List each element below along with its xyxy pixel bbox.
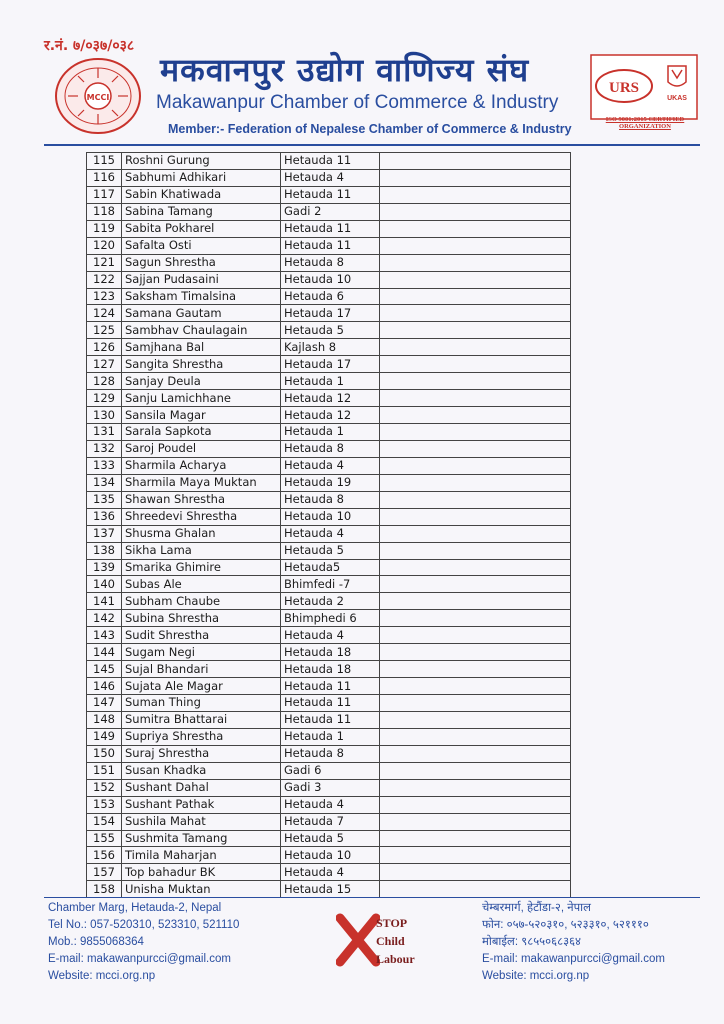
chamber-title-nepali: मकवानपुर उद्योग वाणिज्य संघ bbox=[160, 51, 530, 89]
member-address: Hetauda 8 bbox=[281, 440, 380, 457]
member-address: Hetauda 18 bbox=[281, 644, 380, 661]
row-number: 147 bbox=[87, 695, 122, 712]
member-name: Sajjan Pudasaini bbox=[122, 271, 281, 288]
blank-cell bbox=[380, 322, 571, 339]
row-number: 145 bbox=[87, 661, 122, 678]
member-address: Hetauda 11 bbox=[281, 186, 380, 203]
table-row bbox=[87, 220, 571, 237]
chamber-seal-logo bbox=[52, 56, 144, 136]
table-row bbox=[87, 525, 571, 542]
table-row bbox=[87, 457, 571, 474]
member-name: Sujal Bhandari bbox=[122, 661, 281, 678]
table-row bbox=[87, 508, 571, 525]
row-number: 157 bbox=[87, 864, 122, 881]
blank-cell bbox=[380, 474, 571, 491]
member-address: Hetauda 17 bbox=[281, 356, 380, 373]
member-name: Sangita Shrestha bbox=[122, 356, 281, 373]
table-row bbox=[87, 796, 571, 813]
table-row bbox=[87, 390, 571, 407]
blank-cell bbox=[380, 559, 571, 576]
member-address: Hetauda 11 bbox=[281, 695, 380, 712]
row-number: 151 bbox=[87, 762, 122, 779]
member-name: Timila Maharjan bbox=[122, 847, 281, 864]
blank-cell bbox=[380, 796, 571, 813]
table-row bbox=[87, 169, 571, 186]
blank-cell bbox=[380, 830, 571, 847]
row-number: 133 bbox=[87, 457, 122, 474]
row-number: 120 bbox=[87, 237, 122, 254]
table-row bbox=[87, 373, 571, 390]
member-name: Sabhumi Adhikari bbox=[122, 169, 281, 186]
table-row bbox=[87, 237, 571, 254]
blank-cell bbox=[380, 373, 571, 390]
table-row bbox=[87, 779, 571, 796]
blank-cell bbox=[380, 745, 571, 762]
row-number: 135 bbox=[87, 491, 122, 508]
member-address: Hetauda 10 bbox=[281, 508, 380, 525]
member-name: Sushila Mahat bbox=[122, 813, 281, 830]
blank-cell bbox=[380, 542, 571, 559]
member-name: Sugam Negi bbox=[122, 644, 281, 661]
blank-cell bbox=[380, 424, 571, 441]
row-number: 143 bbox=[87, 627, 122, 644]
table-row bbox=[87, 203, 571, 220]
row-number: 117 bbox=[87, 186, 122, 203]
table-row bbox=[87, 864, 571, 881]
row-number: 134 bbox=[87, 474, 122, 491]
urs-ukas-certification-logo bbox=[590, 54, 698, 120]
table-row bbox=[87, 305, 571, 322]
svg-text:URS: URS bbox=[608, 80, 640, 96]
row-number: 130 bbox=[87, 407, 122, 424]
stop-line-2: Child bbox=[376, 934, 405, 948]
table-row bbox=[87, 881, 571, 898]
member-name: Shreedevi Shrestha bbox=[122, 508, 281, 525]
member-name: Sagun Shrestha bbox=[122, 254, 281, 271]
member-address: Hetauda 12 bbox=[281, 407, 380, 424]
blank-cell bbox=[380, 237, 571, 254]
svg-text:MCCI: MCCI bbox=[86, 93, 110, 102]
member-name: Sanju Lamichhane bbox=[122, 390, 281, 407]
table-row bbox=[87, 559, 571, 576]
member-address: Hetauda 10 bbox=[281, 271, 380, 288]
table-row bbox=[87, 576, 571, 593]
blank-cell bbox=[380, 813, 571, 830]
blank-cell bbox=[380, 407, 571, 424]
blank-cell bbox=[380, 864, 571, 881]
member-name: Sansila Magar bbox=[122, 407, 281, 424]
table-row bbox=[87, 491, 571, 508]
member-name: Saroj Poudel bbox=[122, 440, 281, 457]
footer-address-np: चेम्बरमार्ग, हेटौंडा-२, नेपाल bbox=[482, 902, 591, 914]
member-address: Hetauda 5 bbox=[281, 542, 380, 559]
row-number: 142 bbox=[87, 610, 122, 627]
member-name: Samjhana Bal bbox=[122, 339, 281, 356]
row-number: 149 bbox=[87, 728, 122, 745]
blank-cell bbox=[380, 186, 571, 203]
row-number: 148 bbox=[87, 711, 122, 728]
member-name: Unisha Muktan bbox=[122, 881, 281, 898]
blank-cell bbox=[380, 390, 571, 407]
blank-cell bbox=[380, 457, 571, 474]
chamber-title-english: Makawanpur Chamber of Commerce & Industry bbox=[156, 92, 559, 113]
member-name: Sushant Dahal bbox=[122, 779, 281, 796]
member-name: Smarika Ghimire bbox=[122, 559, 281, 576]
row-number: 123 bbox=[87, 288, 122, 305]
member-name: Sharmila Acharya bbox=[122, 457, 281, 474]
member-address: Hetauda 11 bbox=[281, 153, 380, 170]
table-row bbox=[87, 813, 571, 830]
member-roster-table bbox=[86, 152, 571, 898]
member-address: Hetauda5 bbox=[281, 559, 380, 576]
footer-mobile-np: मोबाईल: ९८५५०६८३६४ bbox=[482, 936, 582, 948]
member-name: Subas Ale bbox=[122, 576, 281, 593]
row-number: 137 bbox=[87, 525, 122, 542]
member-name: Shawan Shrestha bbox=[122, 491, 281, 508]
stop-line-1: STOP bbox=[376, 916, 408, 930]
member-name: Subham Chaube bbox=[122, 593, 281, 610]
table-row bbox=[87, 661, 571, 678]
member-address: Hetauda 1 bbox=[281, 424, 380, 441]
blank-cell bbox=[380, 779, 571, 796]
blank-cell bbox=[380, 288, 571, 305]
blank-cell bbox=[380, 678, 571, 695]
member-address: Hetauda 11 bbox=[281, 237, 380, 254]
footer-email-right: E-mail: makawanpurcci@gmail.com bbox=[482, 953, 665, 965]
member-address: Hetauda 11 bbox=[281, 711, 380, 728]
member-name: Sanjay Deula bbox=[122, 373, 281, 390]
row-number: 152 bbox=[87, 779, 122, 796]
footer-website: Website: mcci.org.np bbox=[48, 970, 156, 982]
table-row bbox=[87, 288, 571, 305]
footer-address: Chamber Marg, Hetauda-2, Nepal bbox=[48, 902, 222, 914]
table-row bbox=[87, 678, 571, 695]
row-number: 125 bbox=[87, 322, 122, 339]
member-address: Gadi 3 bbox=[281, 779, 380, 796]
blank-cell bbox=[380, 356, 571, 373]
footer-mobile: Mob.: 9855068364 bbox=[48, 936, 144, 948]
member-address: Hetauda 4 bbox=[281, 627, 380, 644]
member-name: Sushmita Tamang bbox=[122, 830, 281, 847]
member-name: Sabina Tamang bbox=[122, 203, 281, 220]
member-address: Kajlash 8 bbox=[281, 339, 380, 356]
table-row bbox=[87, 322, 571, 339]
member-address: Hetauda 4 bbox=[281, 796, 380, 813]
table-row bbox=[87, 695, 571, 712]
row-number: 121 bbox=[87, 254, 122, 271]
row-number: 155 bbox=[87, 830, 122, 847]
member-address: Hetauda 4 bbox=[281, 457, 380, 474]
member-name: Sharmila Maya Muktan bbox=[122, 474, 281, 491]
member-address: Hetauda 4 bbox=[281, 864, 380, 881]
row-number: 136 bbox=[87, 508, 122, 525]
footer-phone-np: फोन: ०५७-५२०३१०, ५२३३१०, ५२१११० bbox=[482, 919, 649, 931]
member-address: Hetauda 1 bbox=[281, 373, 380, 390]
member-address: Gadi 6 bbox=[281, 762, 380, 779]
member-name: Sambhav Chaulagain bbox=[122, 322, 281, 339]
member-name: Sujata Ale Magar bbox=[122, 678, 281, 695]
svg-text:UKAS: UKAS bbox=[667, 95, 687, 102]
table-row bbox=[87, 542, 571, 559]
table-row bbox=[87, 424, 571, 441]
member-address: Hetauda 8 bbox=[281, 745, 380, 762]
member-address: Hetauda 12 bbox=[281, 390, 380, 407]
row-number: 153 bbox=[87, 796, 122, 813]
blank-cell bbox=[380, 576, 571, 593]
member-address: Hetauda 8 bbox=[281, 254, 380, 271]
blank-cell bbox=[380, 220, 571, 237]
blank-cell bbox=[380, 271, 571, 288]
row-number: 127 bbox=[87, 356, 122, 373]
member-name: Sudit Shrestha bbox=[122, 627, 281, 644]
member-name: Suman Thing bbox=[122, 695, 281, 712]
footer-contact-english bbox=[48, 900, 239, 985]
iso-certification-text: ISO 9001:2015 CERTIFIED ORGANIZATION bbox=[605, 116, 685, 130]
row-number: 156 bbox=[87, 847, 122, 864]
blank-cell bbox=[380, 508, 571, 525]
table-row bbox=[87, 186, 571, 203]
blank-cell bbox=[380, 339, 571, 356]
member-address: Bhimphedi 6 bbox=[281, 610, 380, 627]
member-name: Samana Gautam bbox=[122, 305, 281, 322]
member-name: Susan Khadka bbox=[122, 762, 281, 779]
member-address: Hetauda 5 bbox=[281, 830, 380, 847]
member-address: Hetauda 1 bbox=[281, 728, 380, 745]
row-number: 118 bbox=[87, 203, 122, 220]
member-name: Sushant Pathak bbox=[122, 796, 281, 813]
stop-line-3: Labour bbox=[376, 952, 415, 966]
table-row bbox=[87, 339, 571, 356]
member-name: Safalta Osti bbox=[122, 237, 281, 254]
member-address: Hetauda 11 bbox=[281, 678, 380, 695]
table-row bbox=[87, 847, 571, 864]
row-number: 146 bbox=[87, 678, 122, 695]
member-address: Hetauda 2 bbox=[281, 593, 380, 610]
member-name: Sumitra Bhattarai bbox=[122, 711, 281, 728]
reference-number: र.नं. ७/०३७/०३८ bbox=[44, 38, 135, 54]
row-number: 115 bbox=[87, 153, 122, 170]
table-row bbox=[87, 711, 571, 728]
table-row bbox=[87, 644, 571, 661]
row-number: 138 bbox=[87, 542, 122, 559]
blank-cell bbox=[380, 711, 571, 728]
table-row bbox=[87, 830, 571, 847]
row-number: 131 bbox=[87, 424, 122, 441]
table-row bbox=[87, 610, 571, 627]
member-name: Shusma Ghalan bbox=[122, 525, 281, 542]
member-address: Hetauda 4 bbox=[281, 169, 380, 186]
member-address: Hetauda 18 bbox=[281, 661, 380, 678]
member-name: Saksham Timalsina bbox=[122, 288, 281, 305]
member-address: Bhimfedi -7 bbox=[281, 576, 380, 593]
table-row bbox=[87, 627, 571, 644]
member-name: Supriya Shrestha bbox=[122, 728, 281, 745]
row-number: 119 bbox=[87, 220, 122, 237]
blank-cell bbox=[380, 305, 571, 322]
blank-cell bbox=[380, 661, 571, 678]
row-number: 154 bbox=[87, 813, 122, 830]
footer-email: E-mail: makawanpurcci@gmail.com bbox=[48, 953, 231, 965]
table-row bbox=[87, 407, 571, 424]
member-address: Hetauda 10 bbox=[281, 847, 380, 864]
membership-line: Member:- Federation of Nepalese Chamber of Commerce & Industry bbox=[168, 122, 572, 136]
blank-cell bbox=[380, 644, 571, 661]
blank-cell bbox=[380, 762, 571, 779]
row-number: 116 bbox=[87, 169, 122, 186]
stop-cross-icon bbox=[336, 912, 380, 968]
footer-telephone: Tel No.: 057-520310, 523310, 521110 bbox=[48, 919, 240, 931]
row-number: 126 bbox=[87, 339, 122, 356]
blank-cell bbox=[380, 847, 571, 864]
row-number: 150 bbox=[87, 745, 122, 762]
member-address: Hetauda 17 bbox=[281, 305, 380, 322]
member-address: Hetauda 5 bbox=[281, 322, 380, 339]
stop-child-labour-label bbox=[376, 914, 415, 968]
footer-contact-nepali bbox=[482, 900, 665, 985]
row-number: 124 bbox=[87, 305, 122, 322]
member-name: Sabita Pokharel bbox=[122, 220, 281, 237]
table-row bbox=[87, 153, 571, 170]
member-name: Top bahadur BK bbox=[122, 864, 281, 881]
row-number: 140 bbox=[87, 576, 122, 593]
table-row bbox=[87, 440, 571, 457]
blank-cell bbox=[380, 881, 571, 898]
member-name: Roshni Gurung bbox=[122, 153, 281, 170]
member-address: Hetauda 6 bbox=[281, 288, 380, 305]
row-number: 158 bbox=[87, 881, 122, 898]
member-address: Hetauda 4 bbox=[281, 525, 380, 542]
table-row bbox=[87, 728, 571, 745]
header-divider bbox=[44, 144, 700, 146]
blank-cell bbox=[380, 695, 571, 712]
member-address: Gadi 2 bbox=[281, 203, 380, 220]
member-name: Sabin Khatiwada bbox=[122, 186, 281, 203]
member-address: Hetauda 15 bbox=[281, 881, 380, 898]
row-number: 139 bbox=[87, 559, 122, 576]
member-name: Sikha Lama bbox=[122, 542, 281, 559]
blank-cell bbox=[380, 169, 571, 186]
blank-cell bbox=[380, 440, 571, 457]
table-row bbox=[87, 745, 571, 762]
member-address: Hetauda 19 bbox=[281, 474, 380, 491]
blank-cell bbox=[380, 254, 571, 271]
blank-cell bbox=[380, 593, 571, 610]
row-number: 141 bbox=[87, 593, 122, 610]
blank-cell bbox=[380, 203, 571, 220]
table-row bbox=[87, 762, 571, 779]
member-address: Hetauda 7 bbox=[281, 813, 380, 830]
row-number: 128 bbox=[87, 373, 122, 390]
member-name: Suraj Shrestha bbox=[122, 745, 281, 762]
table-row bbox=[87, 474, 571, 491]
blank-cell bbox=[380, 610, 571, 627]
row-number: 144 bbox=[87, 644, 122, 661]
row-number: 129 bbox=[87, 390, 122, 407]
footer-divider bbox=[44, 897, 700, 898]
table-row bbox=[87, 356, 571, 373]
row-number: 122 bbox=[87, 271, 122, 288]
table-row bbox=[87, 593, 571, 610]
blank-cell bbox=[380, 525, 571, 542]
member-name: Subina Shrestha bbox=[122, 610, 281, 627]
row-number: 132 bbox=[87, 440, 122, 457]
blank-cell bbox=[380, 153, 571, 170]
blank-cell bbox=[380, 491, 571, 508]
footer-website-right: Website: mcci.org.np bbox=[482, 970, 590, 982]
member-name: Sarala Sapkota bbox=[122, 424, 281, 441]
table-row bbox=[87, 271, 571, 288]
member-address: Hetauda 11 bbox=[281, 220, 380, 237]
member-address: Hetauda 8 bbox=[281, 491, 380, 508]
blank-cell bbox=[380, 728, 571, 745]
blank-cell bbox=[380, 627, 571, 644]
table-row bbox=[87, 254, 571, 271]
